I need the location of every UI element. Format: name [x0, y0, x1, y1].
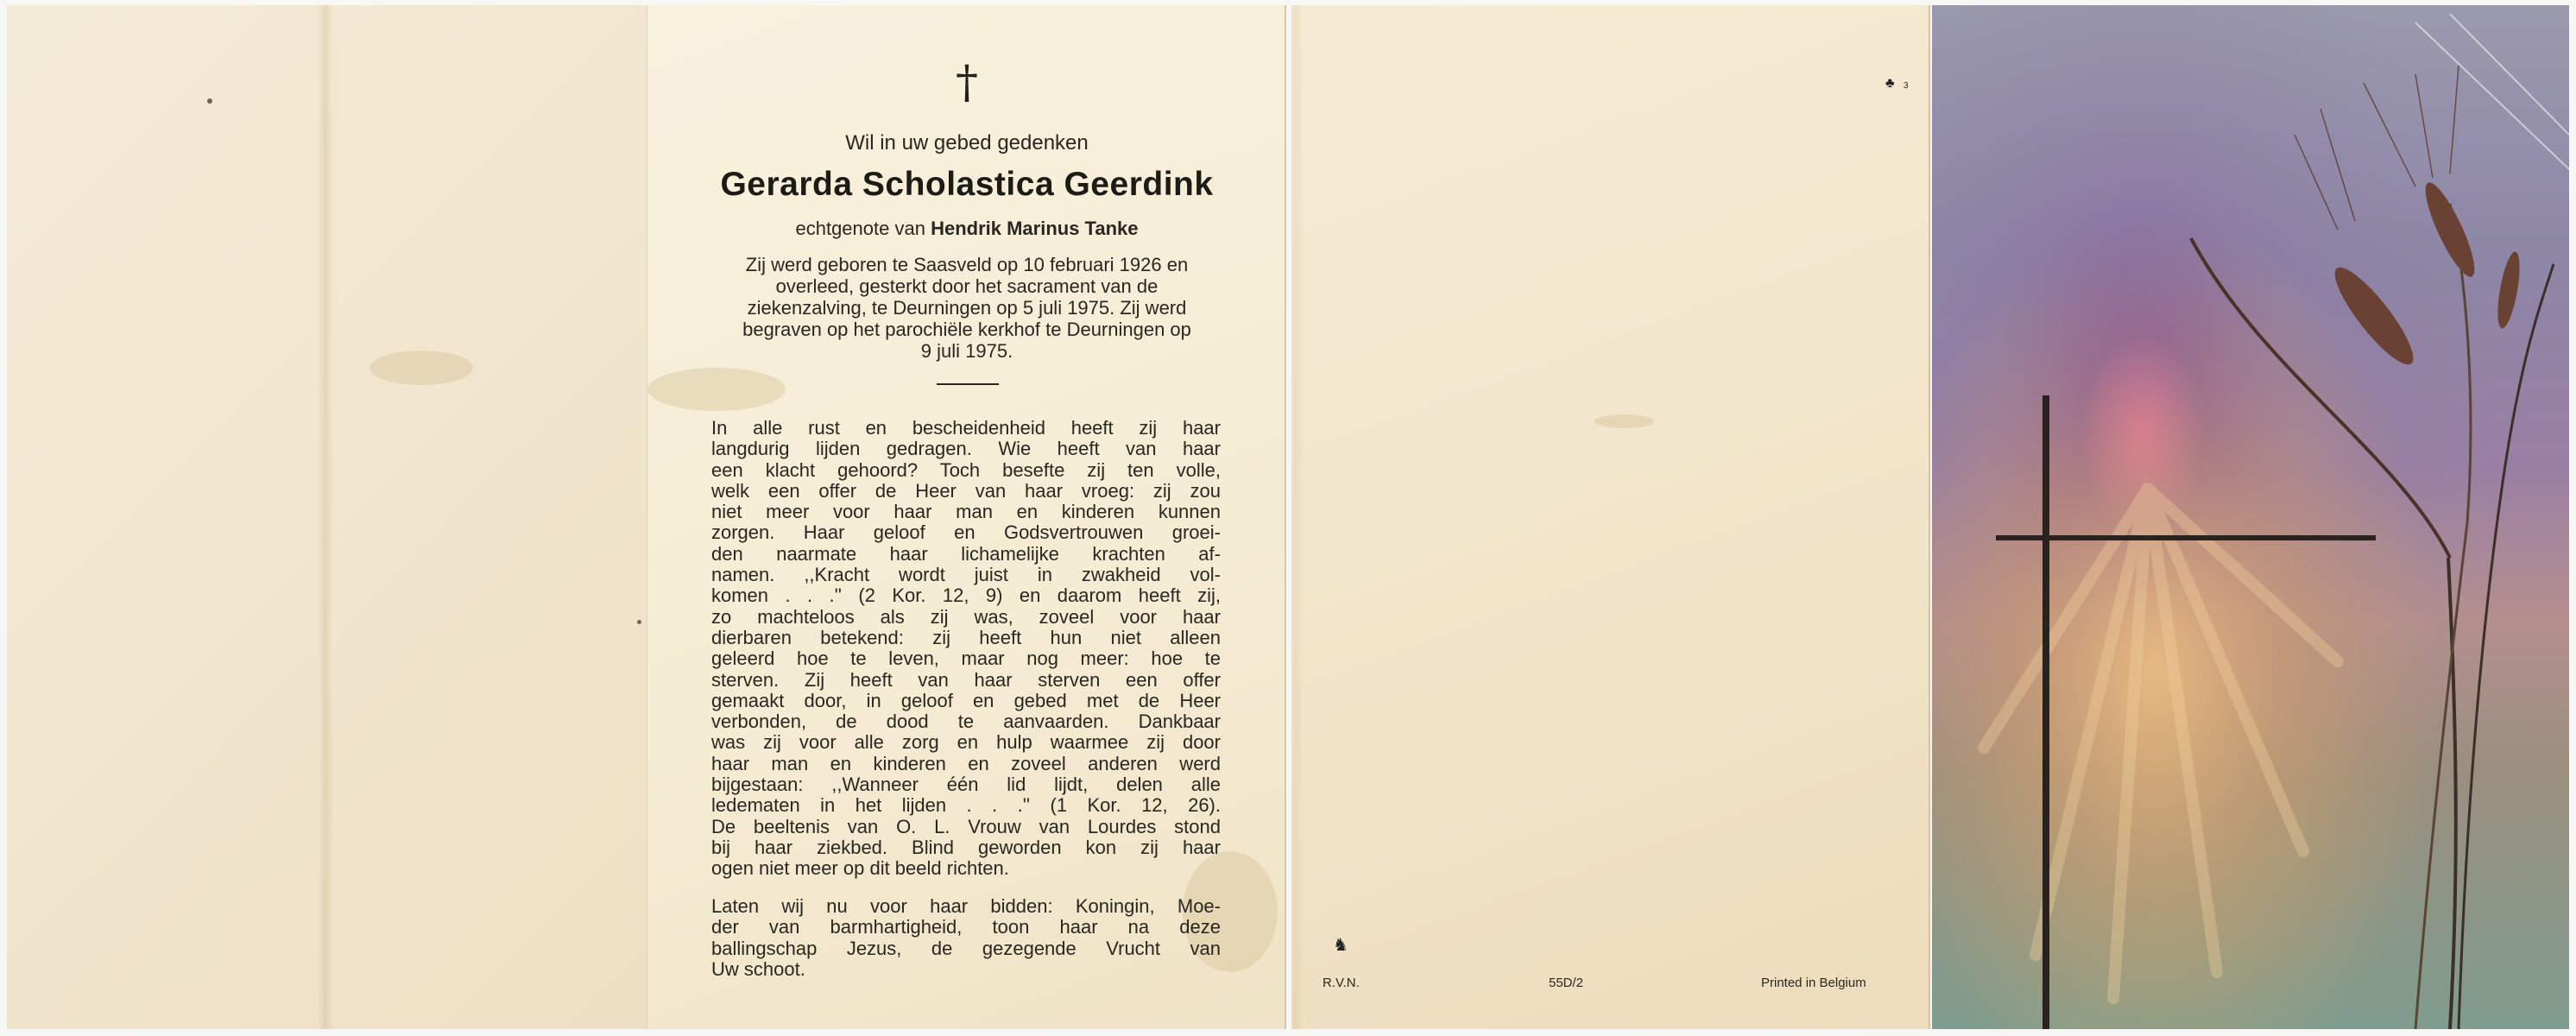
printed-in-label: Printed in Belgium	[1761, 976, 1866, 990]
blank-left-page	[7, 5, 647, 1029]
paragraph-line: geleerd hoe te leven, maar nog meer: hoe te	[711, 648, 1221, 670]
publisher-logo-icon: ♣	[1885, 76, 1895, 91]
spouse-line	[647, 218, 1286, 240]
paragraph-line: haar man en kinderen en zoveel anderen werd	[711, 752, 1221, 774]
eulogy-paragraph	[711, 418, 1221, 880]
paragraph-line: De beeltenis van O. L. Vrouw van Lourdes stond	[711, 815, 1221, 837]
memorial-text-page	[647, 5, 1286, 1029]
cross-symbol: †	[956, 57, 978, 109]
wheat-cross-photo	[1932, 5, 2569, 1029]
spouse-name: Hendrik Marinus Tanke	[931, 218, 1139, 239]
paper-stain	[369, 351, 473, 385]
paragraph-line: zorgen. Haar geloof en Godsvertrouwen groei-	[711, 521, 1221, 544]
paragraph-line: zo machteloos als zij was, zoveel voor haar	[711, 605, 1221, 628]
divider-rule	[937, 383, 999, 385]
spouse-prefix: echtgenote van	[795, 218, 925, 239]
paragraph-line: ballingschap Jezus, de gezegende Vrucht van	[711, 937, 1221, 959]
paragraph-line: gemaakt door, in geloof en gebed met de Heer	[711, 689, 1221, 711]
paragraph-line: In alle rust en bescheidenheid heeft zij haar	[711, 417, 1221, 439]
paragraph-line: Laten wij nu voor haar bidden: Koningin, Moe-	[711, 895, 1221, 917]
fold-crease	[1291, 5, 1304, 1029]
paragraph-line: den naarmate haar lichamelijke krachten af-	[711, 542, 1221, 565]
paragraph-line: der van barmhartigheid, toon haar na deze	[711, 916, 1221, 938]
paragraph-line: ogen niet meer op dit beeld richten.	[711, 857, 1009, 880]
paragraph-line: komen . . .'' (2 Kor. 12, 9) en daarom heeft zij,	[711, 584, 1221, 607]
fold-crease	[318, 5, 333, 1029]
paragraph-line: Uw schoot.	[711, 957, 805, 980]
paragraph-line: langdurig lijden gedragen. Wie heeft van haar	[711, 438, 1221, 460]
deceased-name: Gerarda Scholastica Geerdink	[720, 166, 1214, 203]
paragraph-line: bijgestaan: ,,Wanneer één lid lijdt, delen alle	[711, 774, 1221, 796]
paragraph-line: was zij voor alle zorg en hulp waarmee zij door	[711, 731, 1221, 754]
cover-photo	[1932, 5, 2569, 1029]
intro-line: Wil in uw gebed gedenken	[845, 131, 1089, 155]
print-code: 55D/2	[1549, 976, 1584, 990]
paragraph-line: niet meer voor haar man en kinderen kunnen	[711, 501, 1221, 523]
paragraph-line: ledematen in het lijden . . .'' (1 Kor. 12, 26).	[711, 794, 1221, 817]
paper-stain	[1594, 414, 1654, 428]
paper-speck	[207, 98, 212, 104]
paragraph-line: sterven. Zij heeft van haar sterven een offer	[711, 668, 1221, 691]
paragraph-line: een klacht gehoord? Toch besefte zij ten volle,	[711, 458, 1221, 481]
back-page	[1291, 5, 1930, 1029]
birth-death-text: Zij werd geboren te Saasveld op 10 februari 1926 en overleed, gesterkt door het sacrament van de ziekenzalving, te Deurningen op 5 juli 1975. Zij werd begraven op het parochiële kerkhof te Deurningen op 9 juli 1975.	[742, 254, 1191, 362]
prayer-paragraph	[711, 896, 1221, 980]
paragraph-line: bij haar ziekbed. Blind geworden kon zij haar	[711, 836, 1221, 858]
paper-stain	[647, 368, 786, 411]
corner-mark: 3	[1904, 81, 1909, 91]
paragraph-line: verbonden, de dood te aanvaarden. Dankbaar	[711, 711, 1221, 733]
publisher-mark: R.V.N.	[1323, 976, 1360, 990]
paper-speck	[637, 620, 641, 624]
paragraph-line: welk een offer de Heer van haar vroeg: zij zou	[711, 479, 1221, 502]
paragraph-line: namen. ,,Kracht wordt juist in zwakheid vol-	[711, 564, 1221, 586]
publisher-logo-icon: ♞	[1333, 936, 1348, 955]
paragraph-line: dierbaren betekend: zij heeft hun niet alleen	[711, 626, 1221, 648]
